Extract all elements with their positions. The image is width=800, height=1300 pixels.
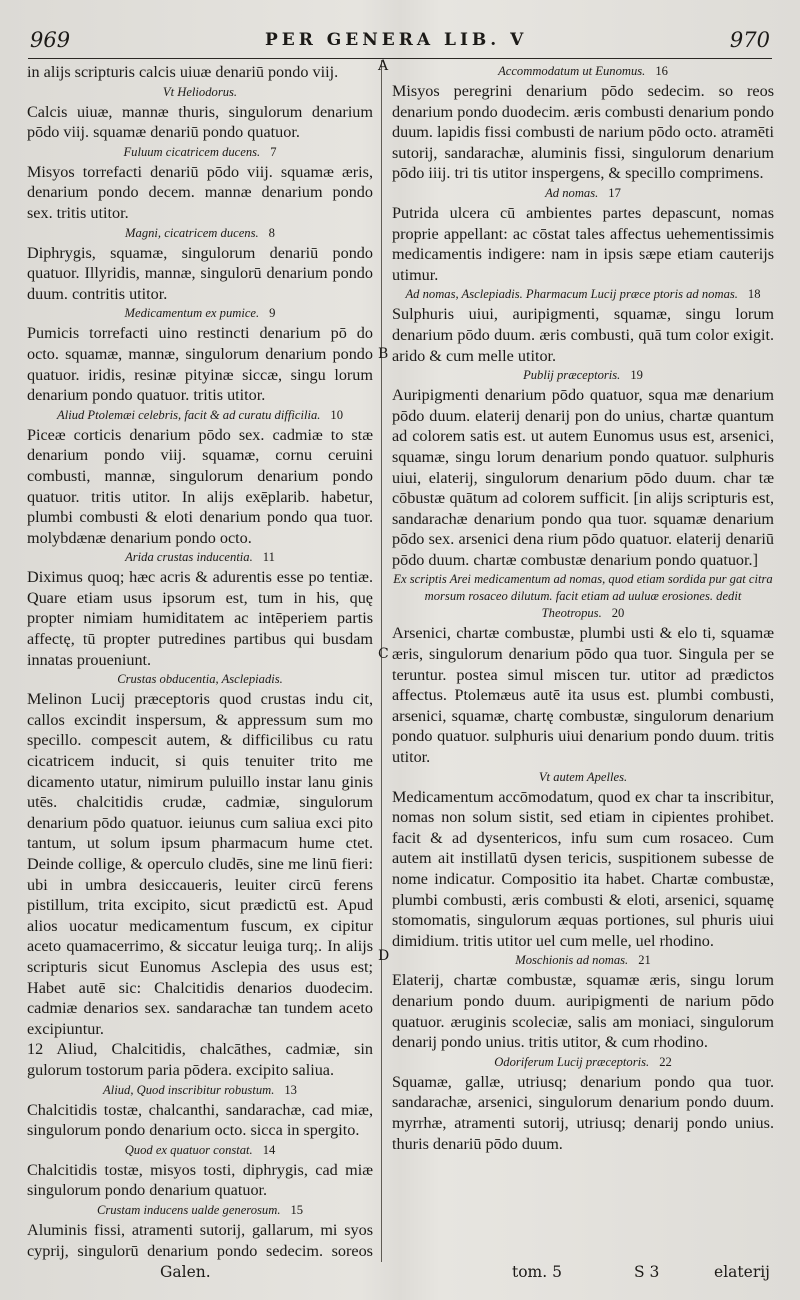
margin-letter-b: B xyxy=(378,346,389,362)
recipe-heading xyxy=(27,305,373,322)
recipe-paragraph: 12 Aliud, Chalcitidis, chalcāthes, cadmiæ, sin gulorum tostorum paria pōdera. excipito saliua. xyxy=(27,1040,373,1079)
recipe-number: 16 xyxy=(655,64,668,78)
recipe-heading-text: Aliud, Quod inscribitur robustum. xyxy=(103,1082,275,1097)
footer-galen: Galen. xyxy=(160,1263,211,1281)
recipe-paragraph: in alijs scripturis calcis uiuæ denariū pondo viij. xyxy=(27,63,339,81)
recipe-number: 20 xyxy=(611,606,625,621)
recipe-paragraph: Sulphuris uiui, auripigmenti, squamæ, singu lorum denarium pōdo duum. æris combusti, quā tum color exigit. arido & cum melle utitor. xyxy=(392,305,774,365)
recipe-paragraph: Misyos torrefacti denariū pōdo viij. squamæ æris, denarium pondo decem. mannæ denarium pondo sex. tritis utitor. xyxy=(27,162,373,222)
recipe-heading-text: Odoriferum Lucij præceptoris. xyxy=(494,1054,650,1069)
running-header xyxy=(0,24,800,54)
recipe-heading xyxy=(27,1142,373,1159)
page-number-right: 970 xyxy=(729,28,770,52)
recipe-number: 14 xyxy=(262,1142,276,1157)
recipe-paragraph: Aluminis fissi, atramenti sutorij, gallarum, mi syos cyprij, singulorū denarium pondo sedecim. soreos xyxy=(27,1220,373,1260)
recipe-paragraph: Arsenici, chartæ combustæ, plumbi usti & elo ti, squamæ æris, singulorum denarium pōdo qua tuor. Singula per se teruntur. postea simul miscen tur. utitor ad prædictos affectus. Ptolemæus autē ita usus est. plumbi combusti, arsenici, squamæ, chartę combustæ, singulorum denarium pondo quatuor. sulphuris uiui denarium pondo duum. tritis utitor. xyxy=(392,624,774,767)
header-rule xyxy=(28,58,772,59)
recipe-heading xyxy=(392,286,774,303)
recipe-number: 18 xyxy=(747,287,761,302)
recipe-paragraph: Medicamentum accōmodatum, quod ex char ta inscribitur, nomas non solum sistit, sed etiam in cipientes prohibet. facit & ad dysentericos, infu sum cum rosaceo. Cum autem ait instillatū dysen tericis, suspitionem subesse de nome indicatur. Compositio ita habet. Chartæ combustæ, plumbi combusti, æris combusti & eloti, arsenici, squamę stomomatis, singulorum æquas portiones, sul phuris uiui dimidium. tritis utitor uel cum melle, uel rhodino. xyxy=(392,787,774,950)
recipe-heading-text: Aliud Ptolemæi celebris, facit & ad curatu difficilia. xyxy=(57,407,321,422)
recipe-paragraph: Elaterij, chartæ combustæ, squamæ æris, singu lorum denarium pondo duum. auripigmenti de narium pōdo quatuor. æruginis scoleciæ, salis am moniaci, singulorum denarij pondo unius. tritis utitor, & cum rhodino. xyxy=(392,971,774,1052)
recipe-heading xyxy=(392,367,774,384)
recipe-heading-text: Vt autem Apelles. xyxy=(538,769,628,784)
recipe-paragraph: Piceæ corticis denarium pōdo sex. cadmiæ to stæ denarium pondo viij. squamæ, cornu ceruini combusti, mannæ, singulorum denarium pondo quatuor. tritis utitor. In alijs exēplarib. habetur, plumbi combusti & eloti denarium pondo qua tuor. molybdænæ denarium pondo octo. xyxy=(27,425,373,547)
recipe-heading-text: Ad nomas, Asclepiadis. Pharmacum Lucij præce ptoris ad nomas. xyxy=(405,287,738,302)
recipe-heading-text: Vt Heliodorus. xyxy=(162,84,238,99)
recipe-number: 17 xyxy=(608,185,621,200)
recipe-heading xyxy=(27,671,373,688)
footer-tome: tom. 5 xyxy=(512,1263,562,1281)
recipe-heading xyxy=(27,84,373,101)
left-column xyxy=(27,62,373,1260)
footer-signature: S 3 xyxy=(634,1263,660,1281)
recipe-paragraph: Diphrygis, squamæ, singulorum denariū pondo quatuor. Illyridis, mannæ, singulorū denarium pondo duum. contritis utitor. xyxy=(27,243,373,303)
recipe-paragraph: Auripigmenti denarium pōdo quatuor, squa mæ denarium pōdo duum. elaterij denarij pon do unius, chartæ quantum ad colorem satis est. ut autem Eunomus usus est, arsenici, squamæ, singu lorum denarium pondo quatuor. sulphuris uiui, elaterij, singulorum denarium pōdo duum. char tæ cōbustæ quātum ad colorem sufficit. [in alijs scripturis est, sandarachæ denarium pondo qua tuor. squamæ denarium pōdo sex. arsenici dena rium pōdo quatuor. elaterij denariū pōdo duum. chartæ combustæ denarium pondo quatuor.] xyxy=(392,386,774,569)
recipe-paragraph: Chalcitidis tostæ, chalcanthi, sandarachæ, cad miæ, singulorum pondo denarium octo. sicca in spergito. xyxy=(27,1100,373,1140)
recipe-number: 15 xyxy=(290,1202,304,1217)
recipe-number: 8 xyxy=(268,225,275,240)
recipe-heading-text: Ex scriptis Arei medicamentum ad nomas, quod etiam sordida pur gat citra morsum rosaceo dilutum. facit etiam ad uuluæ erosiones. dedit Theotropus. xyxy=(393,572,773,621)
recipe-heading-text: Quod ex quatuor constat. xyxy=(124,1142,253,1157)
recipe-number: 7 xyxy=(270,144,277,159)
recipe-number: 21 xyxy=(638,953,651,968)
recipe-number: 22 xyxy=(659,1054,672,1069)
recipe-heading xyxy=(27,225,373,242)
recipe-heading-text: Moschionis ad nomas. xyxy=(515,953,629,968)
recipe-paragraph: Putrida ulcera cū ambientes partes depascunt, nomas proprie appellant: ac cōstat tales affectus uehementissimis medicamentis indigere: nam in ipsis sæpe etiam cauterijs utimur. xyxy=(392,203,774,284)
recipe-heading-text: Arida crustas inducentia. xyxy=(125,550,253,565)
recipe-heading xyxy=(392,769,774,786)
recipe-heading-text: Crustam inducens ualde generosum. xyxy=(96,1202,281,1217)
recipe-heading-text: Ad nomas. xyxy=(545,185,599,200)
margin-letter-a: A xyxy=(378,58,389,74)
recipe-heading-text: Medicamentum ex pumice. xyxy=(124,306,260,321)
recipe-paragraph: Melinon Lucij præceptoris quod crustas indu cit, callos excindit inspersum, & appressum sum mo specillo. compescit autem, & difficilibus cu ratu cicatricem inducit, si quis tenuiter trito me dicamento utatur, nimirum puluillo instar lanu ginis utēs. chalcitidis crudæ, cadmiæ, singulorum denarium pōdo quatuor. ieiunus cum saliua exci pito tantum, ut solum ipsum pharmacum hume ctet. Deinde collige, & operculo cludēs, sine me linū fieri: ubi in umbra desiccaueris, leuiter circū ferens pistillum, trita excipito, sicut prædictū est. Apud alios uocatur medicamentum fuscum, ex cipitur aceto quamacerrimo, & siccatur leuiga turq;. In alijs scripturis sicut Eunomus Asclepia des usus est; Habet autē sic: Chalcitidis denarios duodecim. cadmiæ denarios sex. sandarachæ tan tundem aceto excipiuntur. xyxy=(27,690,373,1038)
recipe-number: 13 xyxy=(284,1082,297,1097)
right-column xyxy=(392,62,774,1260)
recipe-paragraph: Squamæ, gallæ, utriusq; denarium pondo qua tuor. sandarachæ, arsenici, singulorum denarium pondo duum. myrrhæ, atramenti sutorij, utriusq; denarij pondo unius. thuris denariū pōdo duum. xyxy=(392,1072,774,1153)
recipe-paragraph: Chalcitidis tostæ, misyos tosti, diphrygis, cad miæ singulorum pondo denarium quatuor. xyxy=(27,1160,373,1200)
page-number-left: 969 xyxy=(30,28,71,52)
recipe-heading xyxy=(392,63,774,80)
recipe-number: 9 xyxy=(269,306,276,321)
recipe-number: 10 xyxy=(330,407,343,422)
recipe-heading xyxy=(27,1082,373,1099)
recipe-heading xyxy=(392,571,774,622)
recipe-paragraph: Calcis uiuæ, mannæ thuris, singulorum denarium pōdo viij. squamæ denariū pondo quatuor. xyxy=(27,102,373,142)
recipe-paragraph: Diximus quoq; hæc acris & adurentis esse po tentiæ. Quare etiam usus ipsorum est, tum in his, quę propter nimiam humiditatem ac intēperiem partis affectę, tū propter putredines partibus qui busdam innatas proueniunt. xyxy=(27,568,373,669)
recipe-paragraph: Pumicis torrefacti uino restincti denarium pō do octo. squamæ, mannæ, singulorum denarium pondo quatuor. iridis, resinæ pityinæ siccæ, singu lorum denarium pondo quatuor. tritis utitor. xyxy=(27,324,373,405)
recipe-heading xyxy=(27,1202,373,1219)
recipe-heading xyxy=(392,185,774,202)
recipe-heading xyxy=(392,1054,774,1071)
recipe-heading-text: Fuluum cicatricem ducens. xyxy=(123,144,261,159)
recipe-heading-text: Accommodatum ut Eunomus. xyxy=(498,64,646,78)
recipe-heading xyxy=(392,952,774,969)
recipe-heading xyxy=(27,144,373,161)
recipe-heading-text: Crustas obducentia, Asclepiadis. xyxy=(117,672,283,687)
recipe-heading-text: Magni, cicatricem ducens. xyxy=(125,225,259,240)
margin-letter-d: D xyxy=(378,948,390,964)
recipe-paragraph: Misyos peregrini denarium pōdo sedecim. so reos denarium pondo duodecim. æris combusti denarium pondo duum. lapidis fissi combusti de narium pōdo octo. atramēti sutorij, sandarachæ, aluminis fissi, singulorum denarium pōdo iiij. tri tis utitor inspergens, & specillo comprimens. xyxy=(392,82,774,183)
footer-catchword: elaterij xyxy=(714,1263,770,1281)
recipe-heading xyxy=(27,407,373,424)
margin-letter-c: C xyxy=(378,646,389,662)
recipe-number: 19 xyxy=(630,368,643,383)
recipe-number: 11 xyxy=(262,550,275,565)
running-title: PER GENERA LIB. V xyxy=(265,30,528,50)
recipe-heading xyxy=(27,549,373,566)
recipe-heading-text: Publij præceptoris. xyxy=(523,368,621,383)
